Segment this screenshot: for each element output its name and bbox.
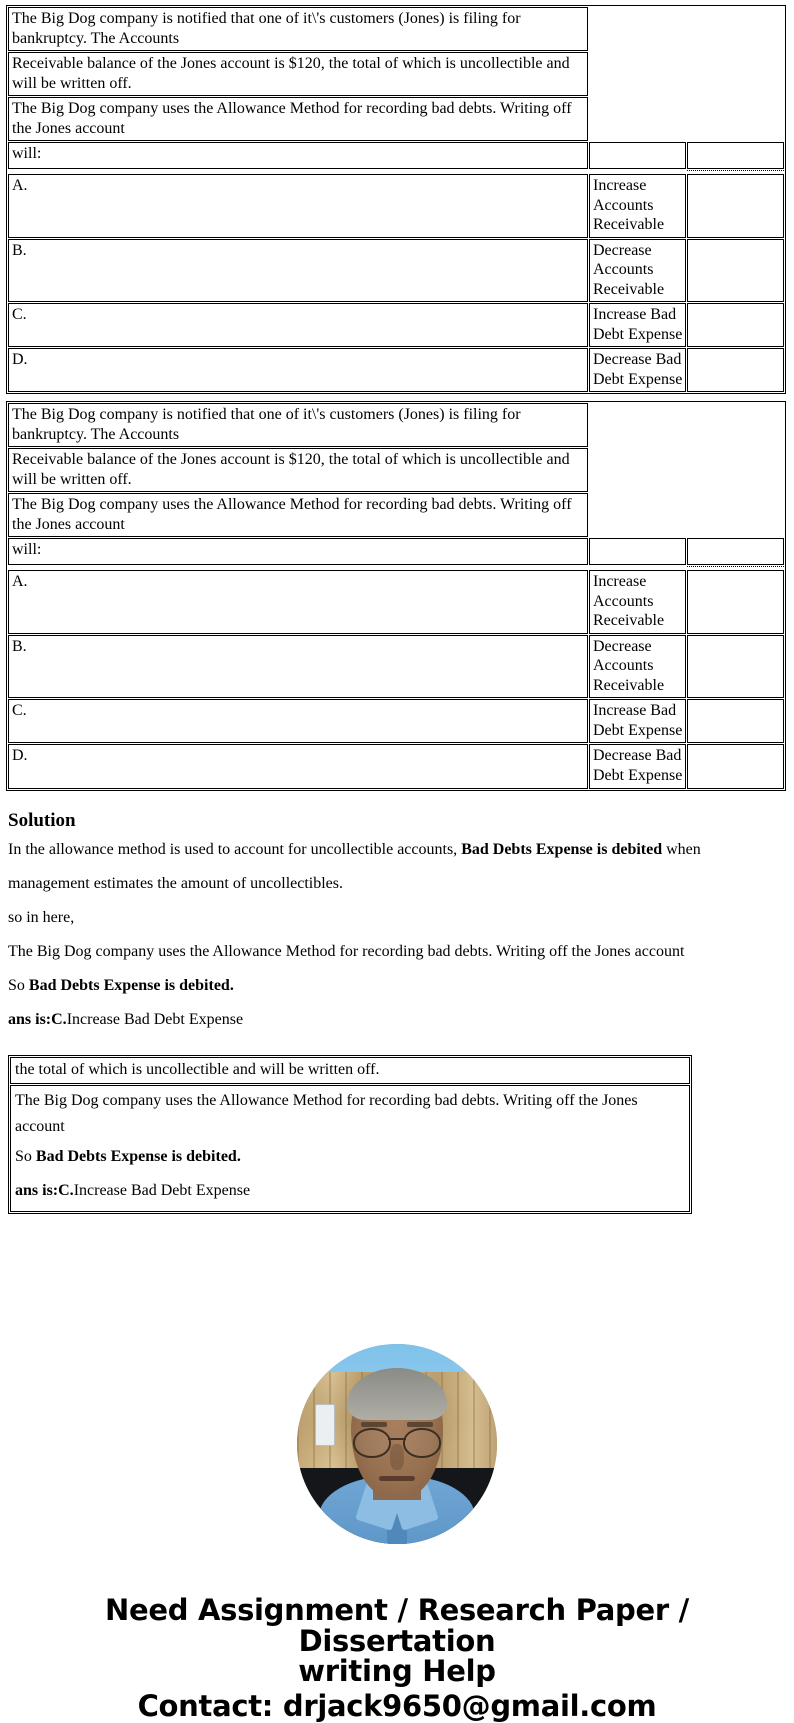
option-value-d[interactable]: Decrease Bad Debt Expense	[589, 348, 686, 392]
prompt-row	[8, 538, 784, 565]
avatar-container	[0, 1344, 794, 1549]
promo-line-3: Contact: drjack9650@gmail.com	[137, 1688, 657, 1723]
solution-p5-pre: So	[8, 977, 29, 995]
option-row[interactable]	[8, 348, 784, 392]
avatar-background-switch	[315, 1404, 335, 1446]
avatar-nose	[390, 1444, 404, 1470]
slim-column-wrapper	[687, 744, 784, 788]
solution-paragraph-1	[8, 833, 786, 867]
slim-column-wrapper	[687, 239, 784, 303]
stem-line-3: The Big Dog company uses the Allowance Method for recording bad debts. Writing off the Jones account	[8, 97, 588, 141]
prompt-label: will:	[8, 538, 588, 565]
answer-box	[8, 1055, 692, 1214]
solution-paragraph-4: The Big Dog company uses the Allowance Method for recording bad debts. Writing off the Jones account	[8, 943, 685, 961]
answer-box-answer-text: Increase Bad Debt Expense	[73, 1182, 251, 1200]
option-row[interactable]	[8, 744, 784, 788]
answer-box-row-2	[10, 1085, 690, 1212]
solution-paragraph-5	[8, 969, 786, 1003]
option-label-c[interactable]: C.	[8, 699, 588, 743]
answer-box-line-2-bold: Bad Debts Expense is debited.	[35, 1148, 241, 1166]
separator-dashed	[687, 170, 784, 173]
solution-paragraph-2: management estimates the amount of uncollectibles.	[8, 875, 344, 893]
option-label-c[interactable]: C.	[8, 303, 588, 347]
avatar-eyeglass-bridge	[388, 1438, 406, 1440]
prompt-value	[589, 142, 686, 169]
separator-left	[8, 566, 588, 569]
solution-p5-bold: Bad Debts Expense is debited.	[28, 977, 234, 995]
option-label-d[interactable]: D.	[8, 744, 588, 788]
answer-box-cell-2	[10, 1085, 690, 1212]
solution-p1-bold: Bad Debts Expense is debited	[461, 841, 663, 859]
option-value-c[interactable]: Increase Bad Debt Expense	[589, 303, 686, 347]
prompt-label: will:	[8, 142, 588, 169]
avatar	[297, 1344, 497, 1544]
option-row[interactable]	[8, 635, 784, 699]
stem-right-spacer	[589, 7, 686, 141]
option-label-a[interactable]: A.	[8, 570, 588, 634]
avatar-eyebrow-left	[361, 1422, 387, 1427]
slim-column-wrapper	[687, 570, 784, 634]
option-row[interactable]	[8, 303, 784, 347]
slim-column-wrapper	[687, 142, 784, 169]
option-value-a[interactable]: Increase Accounts Receivable	[589, 570, 686, 634]
answer-box-line-3	[15, 1174, 686, 1208]
option-value-d[interactable]: Decrease Bad Debt Expense	[589, 744, 686, 788]
slim-column-wrapper	[687, 348, 784, 392]
separator-mid	[589, 566, 686, 569]
option-value-b[interactable]: Decrease Accounts Receivable	[589, 239, 686, 303]
separator-dashed	[687, 566, 784, 569]
slim-column-wrapper	[687, 635, 784, 699]
solution-heading: Solution	[8, 809, 76, 831]
answer-box-line-2-pre: So	[15, 1148, 36, 1166]
separator-row	[8, 566, 784, 569]
option-row[interactable]	[8, 699, 784, 743]
separator-mid	[589, 170, 686, 173]
option-value-a[interactable]: Increase Accounts Receivable	[589, 174, 686, 238]
answer-box-line-1: The Big Dog company uses the Allowance Method for recording bad debts. Writing off the Jones account	[15, 1092, 638, 1136]
slim-column-wrapper	[687, 303, 784, 347]
question-block-2	[6, 401, 786, 790]
option-label-d[interactable]: D.	[8, 348, 588, 392]
option-row[interactable]	[8, 239, 784, 303]
answer-box-answer-prefix: ans is:C.	[15, 1182, 74, 1200]
avatar-mouth	[379, 1476, 415, 1481]
avatar-eyeglass-left	[353, 1428, 391, 1458]
stem-row	[8, 403, 784, 447]
stem-row	[8, 7, 784, 51]
option-label-a[interactable]: A.	[8, 174, 588, 238]
slim-column-wrapper	[687, 699, 784, 743]
stem-line-1: The Big Dog company is notified that one of it\'s customers (Jones) is filing for bankruptcy. The Accounts	[8, 7, 588, 51]
separator-left	[8, 170, 588, 173]
solution-answer-prefix: ans is:C.	[8, 1011, 67, 1029]
solution-p1-pre: In the allowance method is used to account for uncollectible accounts,	[8, 841, 462, 859]
slim-column-wrapper	[687, 538, 784, 565]
avatar-eyeglass-right	[403, 1428, 441, 1458]
option-row[interactable]	[8, 174, 784, 238]
option-label-b[interactable]: B.	[8, 635, 588, 699]
stem-line-2: Receivable balance of the Jones account is $120, the total of which is uncollectible and will be written off.	[8, 52, 588, 96]
solution-answer-text: Increase Bad Debt Expense	[66, 1011, 244, 1029]
solution-paragraph-3: so in here,	[8, 909, 75, 927]
stem-line-2: Receivable balance of the Jones account is $120, the total of which is uncollectible and will be written off.	[8, 448, 588, 492]
option-value-c[interactable]: Increase Bad Debt Expense	[589, 699, 686, 743]
stem-line-3: The Big Dog company uses the Allowance Method for recording bad debts. Writing off the Jones account	[8, 493, 588, 537]
question-block-1	[6, 5, 786, 394]
slim-column-wrapper	[687, 174, 784, 238]
solution-answer-line	[8, 1003, 786, 1037]
avatar-eyebrow-right	[407, 1422, 433, 1427]
solution-section	[0, 809, 794, 1038]
stem-right-spacer	[589, 403, 686, 537]
prompt-value	[589, 538, 686, 565]
answer-box-cell-1: the total of which is uncollectible and will be written off.	[10, 1057, 690, 1084]
option-label-b[interactable]: B.	[8, 239, 588, 303]
separator-row	[8, 170, 784, 173]
answer-box-line-2	[15, 1140, 686, 1174]
option-row[interactable]	[8, 570, 784, 634]
promo-line-1: Need Assignment / Research Paper / Dissertation	[105, 1593, 689, 1658]
answer-box-row-1	[10, 1057, 690, 1084]
option-value-b[interactable]: Decrease Accounts Receivable	[589, 635, 686, 699]
solution-p1-post: when	[662, 841, 701, 859]
prompt-row	[8, 142, 784, 169]
promo-footer	[0, 1595, 794, 1721]
stem-line-1: The Big Dog company is notified that one of it\'s customers (Jones) is filing for bankruptcy. The Accounts	[8, 403, 588, 447]
promo-line-2: writing Help	[298, 1654, 496, 1689]
